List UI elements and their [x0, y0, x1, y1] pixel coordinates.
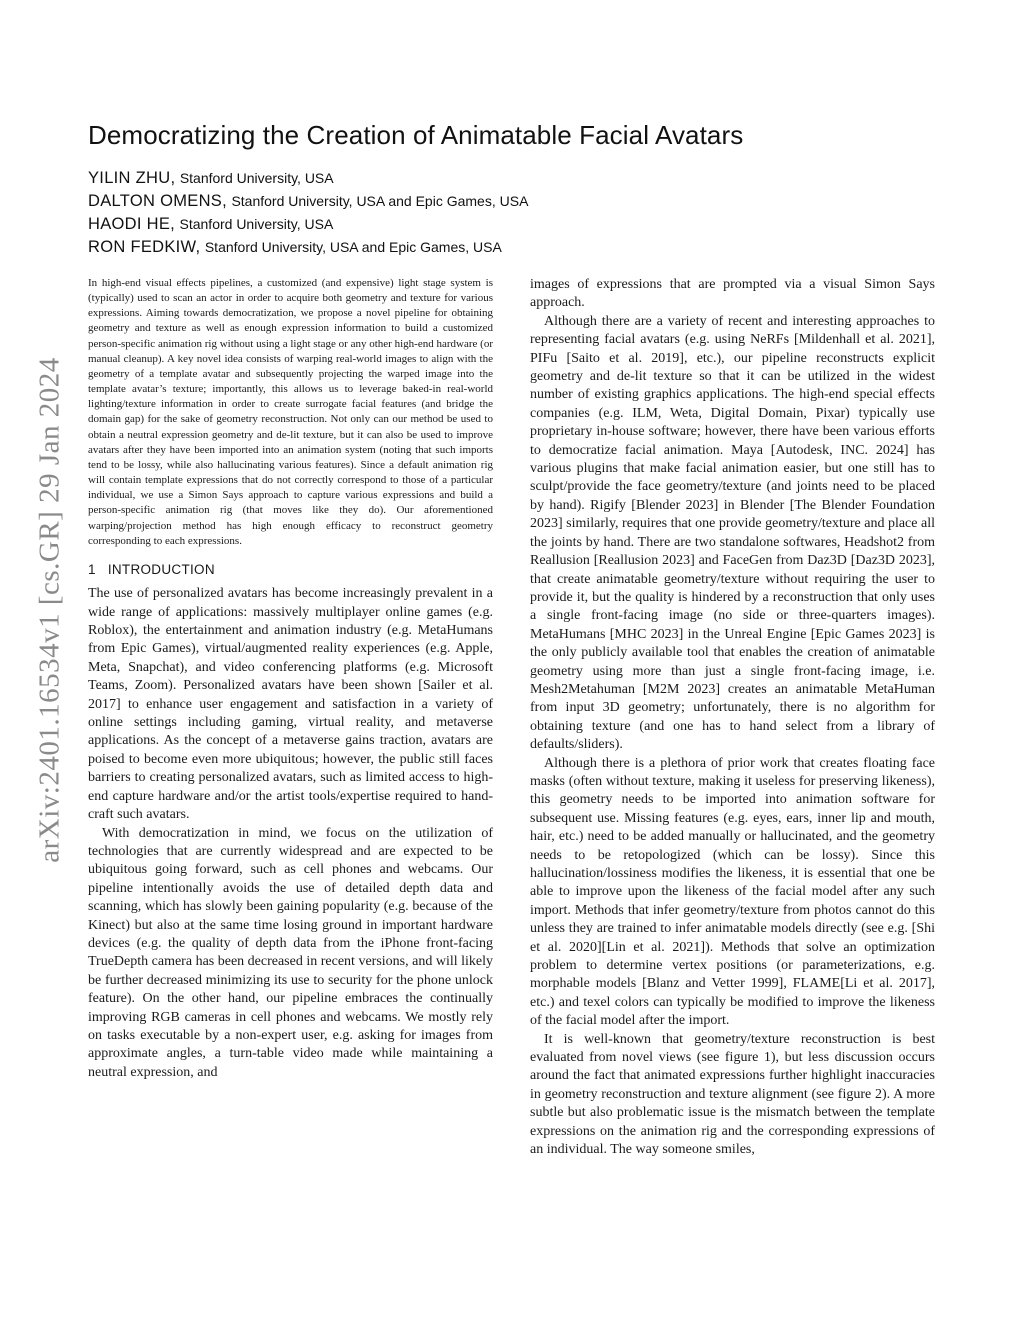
paper-header — [88, 120, 948, 259]
abstract: In high-end visual effects pipelines, a customized (and expensive) light stage system is (typically) used to scan an actor in order to acquire both geometry and texture for various expressions. Aiming towards democratization, we propose a novel pipeline for obtaining geometry and texture as well as enough expression information to build a customized person-specific animation rig without using a light stage or any other high-end hardware (or manual cleanup). A key novel idea consists of warping real-world images to align with the geometry of a template avatar and subsequently projecting the warped image into the template avatar’s texture; importantly, this allows us to leverage baked-in real-world lighting/texture information in order to create surrogate facial features (and bridge the domain gap) for the sake of geometry reconstruction. Not only can our method be used to obtain a neutral expression geometry and de-lit texture, but it can also be used to improve avatars after they have been imported into an animation system (noting that such imports tend to be lossy, while also hallucinating various features). Since a default animation rig will contain template expressions that do not correctly correspond to those of a particular individual, we use a Simon Says approach to capture various expressions and build a person-specific animation rig (that moves like they do). Our aforementioned warping/projection method has high enough efficacy to reconstruct geometry corresponding to each expressions. — [88, 277, 493, 547]
author-name: DALTON OMENS, — [88, 192, 227, 210]
author-name: HAODI HE, — [88, 215, 176, 233]
section-title: INTRODUCTION — [107, 561, 215, 577]
author-entry — [88, 213, 948, 236]
right-column — [530, 276, 935, 1160]
body-paragraph: Although there is a plethora of prior work that creates floating face masks (often without texture, making it useless for preserving likeness), this geometry needs to be imported into animation software for subsequent use. Missing features (e.g. eyes, ears, inner lip and mouth, hair, etc.) need to be added manually or hallucinated, and the geometry needs to be retopologized (which can be lossy). Since this hallucination/lossiness modifies the likeness, it is essential that one be able to improve upon the likeness of the facial model after any such import. Methods that infer geometry/texture from photos cannot do this unless they are trained to infer animatable models directly (see e.g. [Shi et al. 2020][Lin et al. 2021]). Methods that solve an optimization problem to determine vertex positions (or parameterizations, e.g. morphable models [Blanz and Vetter 1999], FLAME[Li et al. 2017], etc.) and texel colors can typically be modified to improve the likeness of the facial model after the import. — [530, 755, 935, 1029]
section-heading-introduction — [88, 561, 493, 579]
body-paragraph: It is well-known that geometry/texture reconstruction is best evaluated from novel views (see figure 1), but less discussion occurs around the fact that animated expressions further highlight inaccuracies in geometry reconstruction and texture alignment (see figure 2). A more subtle but also problematic issue is the mismatch between the template expressions on the animation rig and the corresponding expressions of an individual. The way someone smiles, — [530, 1031, 935, 1158]
author-affiliation: Stanford University, USA and Epic Games, USA — [204, 239, 502, 255]
arxiv-identifier: arXiv:2401.16534v1 [cs.GR] 29 Jan 2024 — [33, 357, 66, 863]
author-affiliation: Stanford University, USA — [179, 170, 334, 186]
author-list — [88, 167, 948, 259]
author-name: YILIN ZHU, — [88, 169, 176, 187]
paper-title: Democratizing the Creation of Animatable Facial Avatars — [88, 120, 744, 150]
body-paragraph: With democratization in mind, we focus on the utilization of technologies that are currently widespread and are expected to be ubiquitous going forward, such as cell phones and webcams. Our pipeline intentionally avoids the use of detailed depth data and scanning, which has slowly been gaining popularity (e.g. because of the Kinect) but also at the same time losing ground in important hardware devices (e.g. the quality of depth data from the iPhone front-facing TrueDepth camera has been decreased in recent versions, and will likely be further decreased minimizing its use to security for the phone unlock feature). On the other hand, our pipeline embraces the continually improving RGB cameras in cell phones and webcams. We mostly rely on tasks executable by a non-expert user, e.g. asking for images from approximate angles, a turn-table video made while maintaining a neutral expression, and — [88, 825, 493, 1080]
section-number: 1 — [88, 561, 96, 577]
body-paragraph: images of expressions that are prompted via a visual Simon Says approach. — [530, 277, 935, 311]
author-entry — [88, 190, 948, 213]
body-paragraph: Although there are a variety of recent and interesting approaches to representing facial avatars (e.g. using NeRFs [Mildenhall et al. 2021], PIFu [Saito et al. 2019], etc.), our pipeline reconstructs explicit geometry and de-lit texture so that it can be utilized in the widest number of existing graphics applications. The high-end special effects companies (e.g. ILM, Weta, Digital Domain, Pixar) typically use proprietary in-house software; however, there have been various efforts to democratize facial animation. Maya [Autodesk, INC. 2024] has various plugins that make facial animation easier, but one still has to sculpt/provide the face geometry/texture (and joints need to be placed by hand). Rigify [Blender 2023] in Blender [The Blender Foundation 2023] similarly, requires that one provide geometry/texture and place all the joints by hand. There are two standalone softwares, Headshot2 from Reallusion [Reallusion 2023] and FaceGen from Daz3D [Daz3D 2023], that create animatable geometry/texture without requiring the user to provide it, but the quality is hindered by a reconstruction that only uses a single front-facing image (no side or three-quarters images). MetaHumans [MHC 2023] in the Unreal Engine [Epic Games 2023] is the only publicly available tool that enables the creation of animatable geometry using more than just a single front-facing image, i.e. Mesh2Metahuman [M2M 2023] creates an animatable MetaHuman from input 3D geometry; unfortunately, there is no algorithm for obtaining texture (and one has to hand select from a library of defaults/sliders). — [530, 313, 935, 753]
author-entry — [88, 236, 948, 259]
author-name: RON FEDKIW, — [88, 238, 201, 256]
author-affiliation: Stanford University, USA and Epic Games, USA — [231, 193, 529, 209]
body-paragraph: The use of personalized avatars has become increasingly prevalent in a wide range of applications: massively multiplayer online games (e.g. Roblox), the entertainment and animation industry (e.g. MetaHumans from Epic Games), virtual/augmented reality experiences (e.g. Apple, Meta, Snapchat), and video conferencing platforms (e.g. Microsoft Teams, Zoom). Personalized avatars have been shown [Sailer et al. 2017] to enhance user engagement and satisfaction in a variety of online settings including gaming, virtual reality, and metaverse applications. As the concept of a metaverse gains traction, avatars are poised to become even more ubiquitous; however, the public still faces barriers to creating personalized avatars, such as limited access to high-end capture hardware and/or the artist tools/expertise required to hand-craft such avatars. — [88, 586, 493, 823]
author-affiliation: Stanford University, USA — [179, 216, 334, 232]
left-column — [88, 276, 493, 1082]
author-entry — [88, 167, 948, 190]
